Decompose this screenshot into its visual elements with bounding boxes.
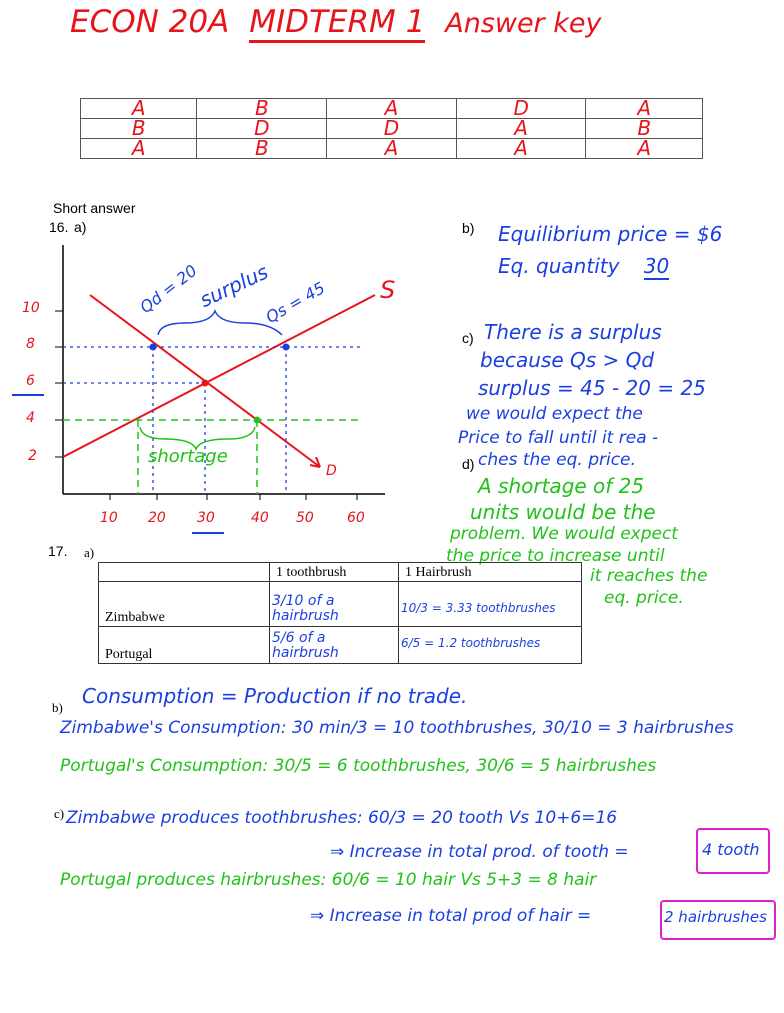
table-cell [399,627,582,664]
part-c-line: because Qs > Qd [480,348,655,372]
equilibrium-price: Equilibrium price = $6 [498,222,723,246]
surplus-label: surplus [195,259,272,312]
table-header: 1 Hairbrush [399,563,582,582]
cell-text: 6/5 = 1.2 toothbrushes [401,636,541,650]
title-prefix: ECON 20A [70,4,230,40]
table-cell [399,582,582,627]
part-d-line: it reaches the [590,566,708,586]
hair-increase-value: 2 hairbrushes [664,908,767,926]
part-c-label: c) [462,330,474,346]
q17-number: 17. [48,543,68,559]
answer-key-table [80,98,703,159]
part-c-line: Price to fall until it rea - [458,428,659,448]
answer-cell: B [81,119,197,139]
cell-text: 5/6 of a hairbrush [272,630,339,661]
y-tick-label: 8 [26,336,35,352]
x-tick-label: 20 [148,510,166,526]
demand-label: D [326,463,337,479]
answer-cell: A [456,139,586,159]
table-header: 1 toothbrush [270,563,399,582]
part-d-line: units would be the [470,500,656,524]
x-tick-label: 60 [347,510,365,526]
cell-text: 10/3 = 3.33 toothbrushes [401,601,556,615]
x-tick-label: 30 [197,510,215,526]
part-c-line: we would expect the [466,404,643,424]
y-tick-label: 10 [22,300,40,316]
answer-cell: D [327,119,457,139]
table-cell [270,627,399,664]
title-suffix: Answer key [445,8,602,39]
eq-quantity-value: 30 [643,254,670,278]
x-tick-label: 50 [296,510,314,526]
country-cell: Portugal [99,627,270,664]
short-answer-heading: Short answer [53,200,136,216]
answer-cell: A [327,139,457,159]
equilibrium-quantity [498,254,669,278]
surplus-brace [158,311,282,335]
opportunity-cost-table [98,562,582,664]
q17-b-line: Portugal's Consumption: 30/5 = 6 toothbrushes, 30/6 = 5 hairbrushes [60,756,657,776]
y-tick-label: 4 [26,410,35,426]
q17-c-line: ⇒ Increase in total prod. of tooth = [330,842,629,862]
q17-part-b-label: b) [52,700,63,715]
q17-b-line: Zimbabwe's Consumption: 30 min/3 = 10 toothbrushes, 30/10 = 3 hairbrushes [60,718,734,738]
tooth-increase-value: 4 tooth [702,840,760,859]
q17-b-line: Consumption = Production if no trade. [82,684,468,708]
shortage-label: shortage [148,446,228,467]
part-d-line: problem. We would expect [450,524,678,544]
eq-quantity-prefix: Eq. quantity [498,254,620,278]
y-tick-label: 2 [28,448,37,464]
answer-cell: D [456,99,586,119]
y-tick-label: 6 [26,373,35,389]
country-cell: Zimbabwe [99,582,270,627]
x-tick-label: 40 [251,510,269,526]
answer-cell: A [586,139,703,159]
shortage-point [254,417,261,424]
page-title [70,4,601,40]
q17-c-line: ⇒ Increase in total prod of hair = [310,906,592,926]
q16-part-a: a) [74,219,87,235]
qs-label: Qs = 45 [262,278,329,327]
table-row [99,582,582,627]
answer-cell: A [586,99,703,119]
cell-text: 3/10 of a hairbrush [272,593,339,624]
answer-cell: A [327,99,457,119]
table-header-blank [99,563,270,582]
x-tick-label: 10 [100,510,118,526]
part-c-line: ches the eq. price. [478,450,636,470]
equilibrium-point [202,380,209,387]
title-midterm: MIDTERM 1 [249,4,425,43]
table-row [99,627,582,664]
answer-cell: D [197,119,327,139]
answer-cell: A [456,119,586,139]
q17-part-c-label: c) [54,806,65,821]
q17-part-a: a) [84,545,95,560]
demand-arrowhead [310,457,320,467]
answer-cell: A [81,99,197,119]
table-cell [270,582,399,627]
table-row [81,139,703,159]
qd-point [150,344,157,351]
part-d-line: the price to increase until [446,546,665,566]
answer-cell: B [197,139,327,159]
answer-cell: B [197,99,327,119]
q17-c-line: Portugal produces hairbrushes: 60/6 = 10 hair Vs 5+3 = 8 hair [60,870,597,890]
qs-point [283,344,290,351]
qd-label: Qd = 20 [136,260,201,317]
part-d-label: d) [462,456,475,472]
supply-label: S [380,276,396,304]
part-c-line: surplus = 45 - 20 = 25 [478,376,706,400]
part-d-line: A shortage of 25 [478,474,645,498]
part-b-label: b) [462,220,475,236]
part-c-line: There is a surplus [484,320,662,344]
q16-number: 16. [49,219,69,235]
answer-cell: B [586,119,703,139]
part-d-line: eq. price. [604,588,684,608]
q17-c-line: Zimbabwe produces toothbrushes: 60/3 = 20 tooth Vs 10+6=16 [66,808,618,828]
table-row [99,563,582,582]
supply-curve [63,295,375,457]
answer-cell: A [81,139,197,159]
